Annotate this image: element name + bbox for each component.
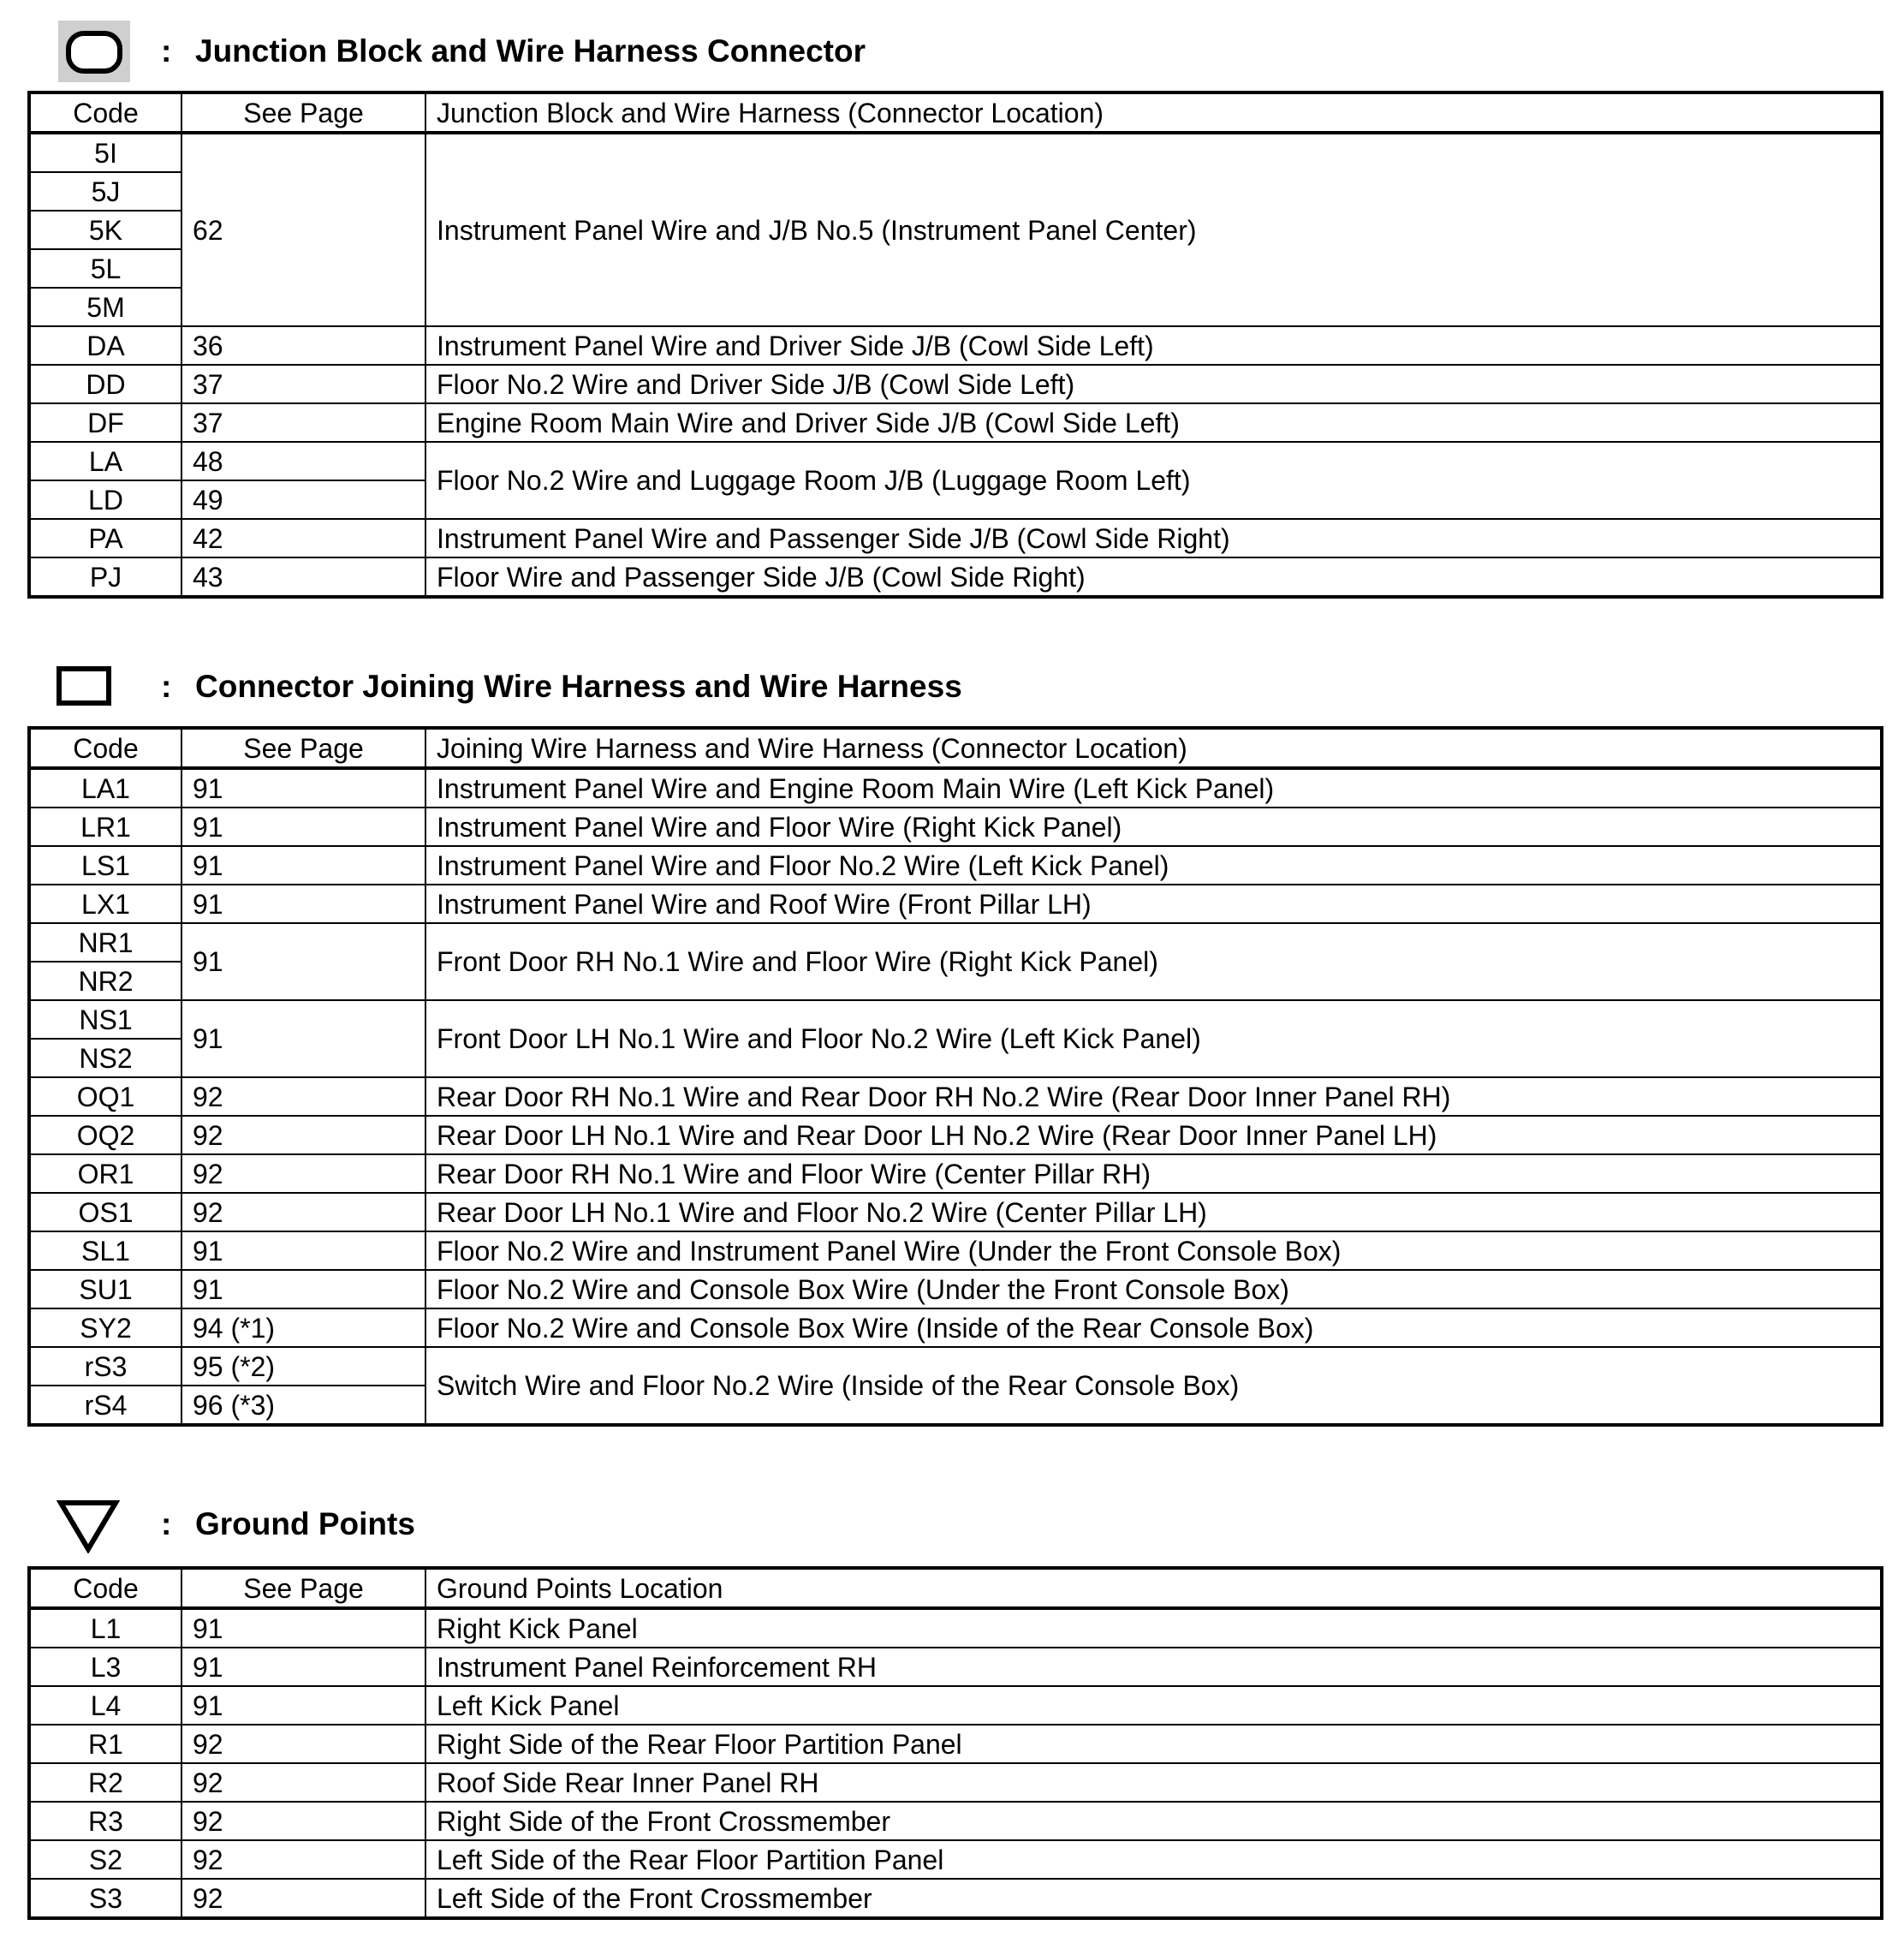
table-row (29, 326, 1882, 365)
see-page-cell: 92 (181, 1154, 425, 1193)
location-cell: Floor No.2 Wire and Console Box Wire (Inside of the Rear Console Box) (425, 1308, 1882, 1347)
see-page-cell: 91 (181, 885, 425, 923)
column-header-code: Code (29, 92, 181, 133)
section-connector-joining-header (0, 651, 1904, 719)
location-cell: Left Side of the Rear Floor Partition Panel (425, 1840, 1882, 1879)
column-header-see-page: See Page (181, 92, 425, 133)
location-cell: Instrument Panel Wire and Floor Wire (Right Kick Panel) (425, 808, 1882, 846)
code-cell: NS2 (29, 1039, 181, 1077)
code-cell: PJ (29, 557, 181, 597)
table-row (29, 557, 1882, 597)
table-row (29, 846, 1882, 885)
table-row (29, 1686, 1882, 1725)
table-row (29, 1077, 1882, 1116)
code-cell: rS3 (29, 1347, 181, 1386)
table-header-row (29, 92, 1882, 133)
section-title: Connector Joining Wire Harness and Wire Harness (195, 669, 962, 704)
see-page-cell: 91 (181, 923, 425, 1000)
code-cell: LX1 (29, 885, 181, 923)
see-page-cell: 91 (181, 1648, 425, 1686)
location-cell: Floor No.2 Wire and Console Box Wire (Under the Front Console Box) (425, 1270, 1882, 1308)
location-cell: Floor No.2 Wire and Luggage Room J/B (Luggage Room Left) (425, 442, 1882, 519)
section-title: Junction Block and Wire Harness Connector (195, 33, 866, 69)
table-row (29, 403, 1882, 442)
rounded-square-icon (58, 21, 130, 82)
see-page-cell: 91 (181, 1270, 425, 1308)
connector-joining-table (27, 726, 1883, 1427)
code-cell: SU1 (29, 1270, 181, 1308)
location-cell: Instrument Panel Wire and Roof Wire (Front Pillar LH) (425, 885, 1882, 923)
code-cell: L4 (29, 1686, 181, 1725)
ground-points-table (27, 1566, 1883, 1920)
table-row (29, 1879, 1882, 1918)
column-header-code: Code (29, 1568, 181, 1608)
location-cell: Instrument Panel Wire and J/B No.5 (Instrument Panel Center) (425, 133, 1882, 326)
location-cell: Instrument Panel Wire and Floor No.2 Wire (Left Kick Panel) (425, 846, 1882, 885)
location-cell: Rear Door LH No.1 Wire and Rear Door LH No.2 Wire (Rear Door Inner Panel LH) (425, 1116, 1882, 1154)
see-page-cell: 96 (*3) (181, 1386, 425, 1425)
code-cell: 5J (29, 172, 181, 211)
see-page-cell: 42 (181, 519, 425, 557)
table-row (29, 133, 1882, 172)
location-cell: Left Side of the Front Crossmember (425, 1879, 1882, 1918)
location-cell: Front Door RH No.1 Wire and Floor Wire (Right Kick Panel) (425, 923, 1882, 1000)
triangle-down-icon (57, 1499, 120, 1553)
code-cell: 5L (29, 249, 181, 288)
code-cell: OS1 (29, 1193, 181, 1231)
see-page-cell: 94 (*1) (181, 1308, 425, 1347)
code-cell: PA (29, 519, 181, 557)
table-row (29, 1648, 1882, 1686)
location-cell: Rear Door RH No.1 Wire and Floor Wire (Center Pillar RH) (425, 1154, 1882, 1193)
see-page-cell: 91 (181, 1231, 425, 1270)
code-cell: LA1 (29, 768, 181, 808)
see-page-cell: 43 (181, 557, 425, 597)
location-cell: Right Side of the Rear Floor Partition Panel (425, 1725, 1882, 1763)
code-cell: OQ1 (29, 1077, 181, 1116)
column-header-see-page: See Page (181, 728, 425, 768)
location-cell: Right Kick Panel (425, 1608, 1882, 1648)
location-cell: Engine Room Main Wire and Driver Side J/B (Cowl Side Left) (425, 403, 1882, 442)
see-page-cell: 92 (181, 1116, 425, 1154)
see-page-cell: 91 (181, 1608, 425, 1648)
code-cell: LR1 (29, 808, 181, 846)
see-page-cell: 49 (181, 480, 425, 519)
location-cell: Instrument Panel Reinforcement RH (425, 1648, 1882, 1686)
location-cell: Floor Wire and Passenger Side J/B (Cowl Side Right) (425, 557, 1882, 597)
location-cell: Instrument Panel Wire and Passenger Side J/B (Cowl Side Right) (425, 519, 1882, 557)
table-header-row (29, 728, 1882, 768)
location-cell: Instrument Panel Wire and Engine Room Main Wire (Left Kick Panel) (425, 768, 1882, 808)
code-cell: L3 (29, 1648, 181, 1686)
code-cell: OR1 (29, 1154, 181, 1193)
table-row (29, 519, 1882, 557)
code-cell: DA (29, 326, 181, 365)
table-row (29, 1608, 1882, 1648)
location-cell: Floor No.2 Wire and Instrument Panel Wire (Under the Front Console Box) (425, 1231, 1882, 1270)
table-row (29, 1802, 1882, 1840)
code-cell: NR1 (29, 923, 181, 962)
see-page-cell: 95 (*2) (181, 1347, 425, 1386)
table-row (29, 923, 1882, 962)
code-cell: L1 (29, 1608, 181, 1648)
column-header-see-page: See Page (181, 1568, 425, 1608)
see-page-cell: 37 (181, 365, 425, 403)
location-cell: Right Side of the Front Crossmember (425, 1802, 1882, 1840)
table-row (29, 768, 1882, 808)
see-page-cell: 62 (181, 133, 425, 326)
location-cell: Floor No.2 Wire and Driver Side J/B (Cowl Side Left) (425, 365, 1882, 403)
table-row (29, 1308, 1882, 1347)
see-page-cell: 91 (181, 768, 425, 808)
code-cell: S3 (29, 1879, 181, 1918)
section-colon: : (161, 669, 172, 704)
location-cell: Rear Door LH No.1 Wire and Floor No.2 Wire (Center Pillar LH) (425, 1193, 1882, 1231)
location-cell: Left Kick Panel (425, 1686, 1882, 1725)
table-row (29, 1725, 1882, 1763)
table-row (29, 1231, 1882, 1270)
location-cell: Switch Wire and Floor No.2 Wire (Inside of the Rear Console Box) (425, 1347, 1882, 1425)
section-ground-points-header (0, 1490, 1904, 1559)
see-page-cell: 92 (181, 1802, 425, 1840)
code-cell: LS1 (29, 846, 181, 885)
table-row (29, 365, 1882, 403)
code-cell: 5I (29, 133, 181, 172)
code-cell: NS1 (29, 1000, 181, 1039)
see-page-cell: 92 (181, 1193, 425, 1231)
rectangle-icon (57, 666, 111, 706)
code-cell: LA (29, 442, 181, 480)
column-header-location: Joining Wire Harness and Wire Harness (Connector Location) (425, 728, 1882, 768)
code-cell: R3 (29, 1802, 181, 1840)
see-page-cell: 91 (181, 1000, 425, 1077)
see-page-cell: 92 (181, 1840, 425, 1879)
code-cell: rS4 (29, 1386, 181, 1425)
section-junction-block-header (0, 17, 1904, 86)
see-page-cell: 91 (181, 808, 425, 846)
column-header-location: Junction Block and Wire Harness (Connector Location) (425, 92, 1882, 133)
table-row (29, 442, 1882, 480)
section-title: Ground Points (195, 1506, 415, 1541)
see-page-cell: 91 (181, 1686, 425, 1725)
location-cell: Roof Side Rear Inner Panel RH (425, 1763, 1882, 1802)
location-cell: Rear Door RH No.1 Wire and Rear Door RH No.2 Wire (Rear Door Inner Panel RH) (425, 1077, 1882, 1116)
see-page-cell: 48 (181, 442, 425, 480)
section-colon: : (161, 33, 172, 69)
code-cell: 5M (29, 288, 181, 326)
table-row (29, 885, 1882, 923)
table-header-row (29, 1568, 1882, 1608)
table-row (29, 1000, 1882, 1039)
see-page-cell: 37 (181, 403, 425, 442)
code-cell: LD (29, 480, 181, 519)
table-row (29, 1763, 1882, 1802)
table-row (29, 1840, 1882, 1879)
column-header-code: Code (29, 728, 181, 768)
table-row (29, 1116, 1882, 1154)
code-cell: S2 (29, 1840, 181, 1879)
table-row (29, 1347, 1882, 1386)
code-cell: NR2 (29, 962, 181, 1000)
code-cell: DF (29, 403, 181, 442)
see-page-cell: 92 (181, 1763, 425, 1802)
table-row (29, 808, 1882, 846)
table-row (29, 1193, 1882, 1231)
code-cell: R2 (29, 1763, 181, 1802)
code-cell: 5K (29, 211, 181, 249)
location-cell: Instrument Panel Wire and Driver Side J/B (Cowl Side Left) (425, 326, 1882, 365)
location-cell: Front Door LH No.1 Wire and Floor No.2 Wire (Left Kick Panel) (425, 1000, 1882, 1077)
code-cell: DD (29, 365, 181, 403)
see-page-cell: 92 (181, 1077, 425, 1116)
code-cell: R1 (29, 1725, 181, 1763)
table-row (29, 1270, 1882, 1308)
junction-block-table (27, 91, 1883, 599)
code-cell: SL1 (29, 1231, 181, 1270)
see-page-cell: 36 (181, 326, 425, 365)
see-page-cell: 92 (181, 1725, 425, 1763)
code-cell: OQ2 (29, 1116, 181, 1154)
table-row (29, 1154, 1882, 1193)
see-page-cell: 91 (181, 846, 425, 885)
section-colon: : (161, 1506, 172, 1541)
see-page-cell: 92 (181, 1879, 425, 1918)
code-cell: SY2 (29, 1308, 181, 1347)
column-header-location: Ground Points Location (425, 1568, 1882, 1608)
